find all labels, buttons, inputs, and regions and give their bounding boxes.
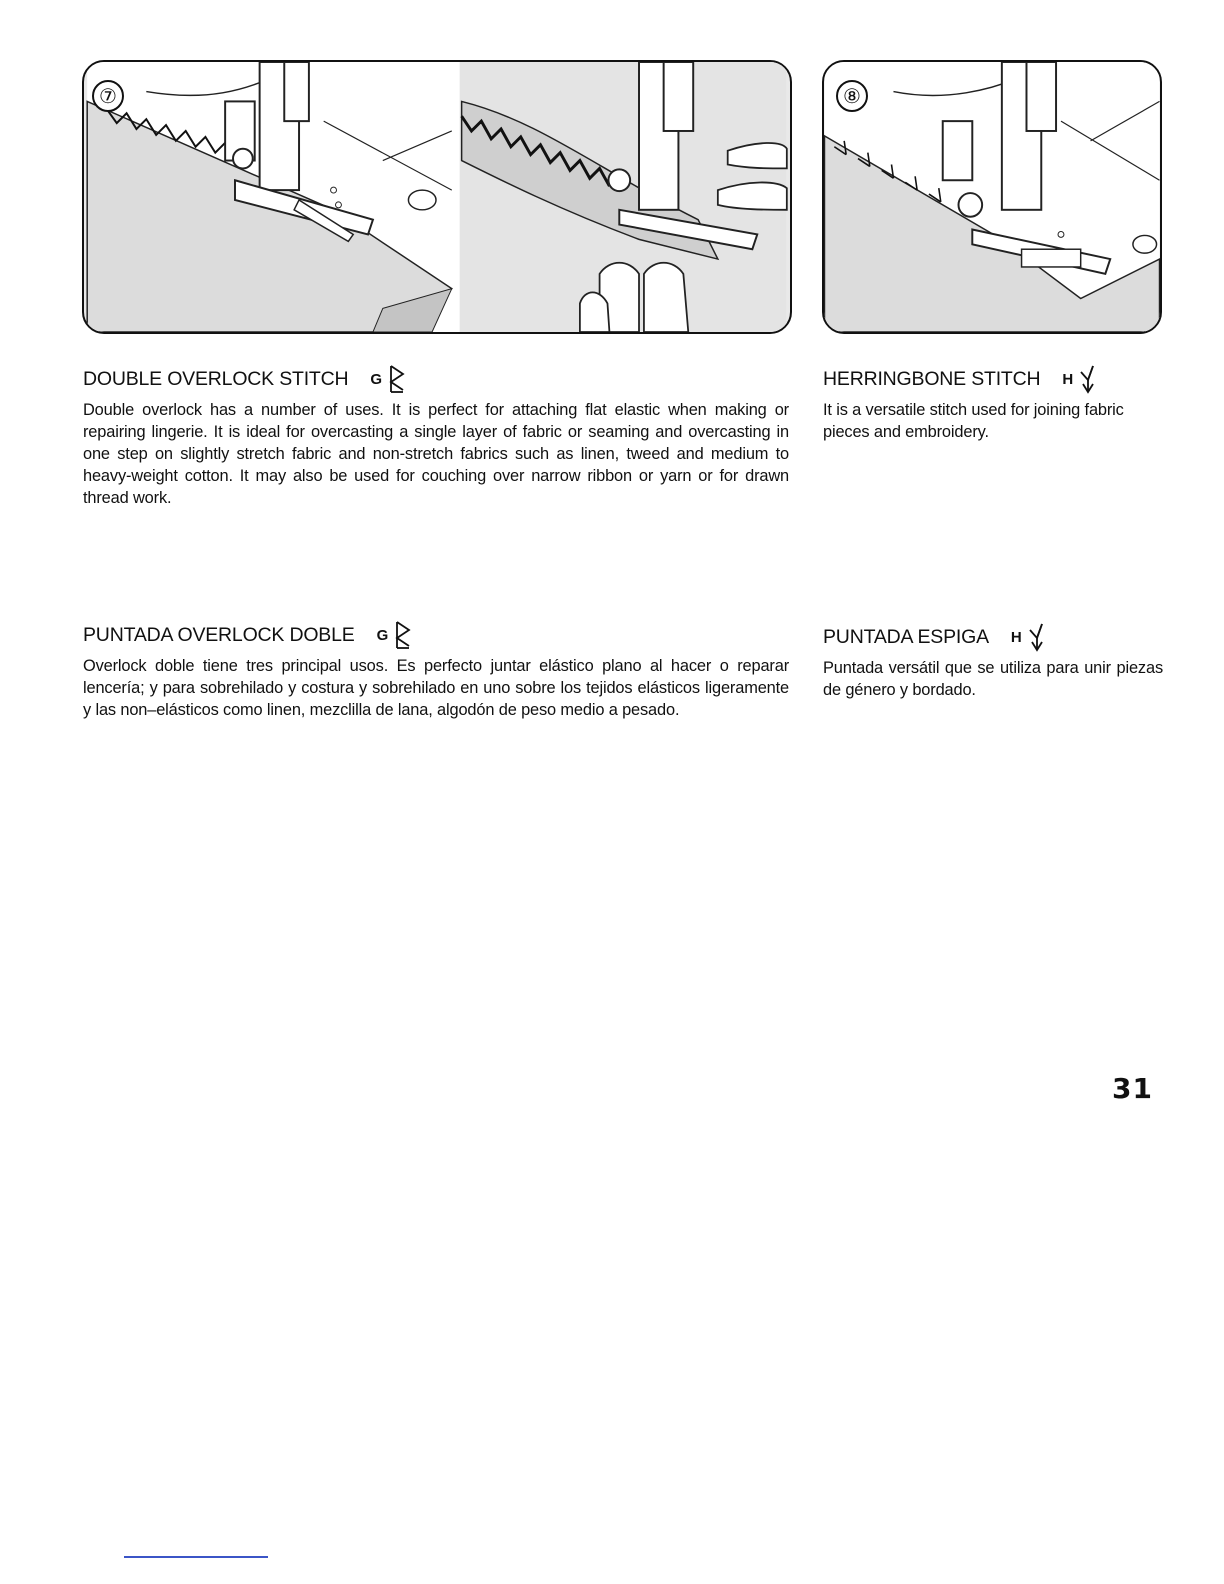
section-body: It is a versatile stitch used for joining fabric pieces and embroidery. (823, 401, 1124, 441)
herringbone-section-en (823, 364, 1163, 443)
section-body: Double overlock has a number of uses. It is perfect for attaching flat elastic when making or repairing lingerie. It is ideal for overcasting a single layer of fabric or seaming and overcasting in one step on slightly stretch fabric and non-stretch fabrics such as linen, tweed and medium to heavy-weight cotton. It may also be used for couching over narrow ribbon or yarn or for drawn thread work. (83, 401, 789, 507)
section-heading (823, 364, 1163, 394)
section-title: PUNTADA ESPIGA (823, 625, 989, 648)
figure-8-illustration (822, 60, 1162, 334)
section-heading (83, 364, 789, 394)
section-title: DOUBLE OVERLOCK STITCH (83, 367, 349, 390)
stitch-code: H (1010, 628, 1022, 646)
sewing-machine-overlock-drawing (84, 62, 790, 332)
stitch-code: H (1062, 370, 1074, 388)
double-overlock-section-es (83, 620, 789, 721)
section-title: PUNTADA OVERLOCK DOBLE (83, 623, 355, 646)
footer-rule (124, 1556, 268, 1558)
page-number: 31 (1112, 1072, 1153, 1105)
herringbone-symbol-icon (1028, 622, 1046, 652)
section-heading (83, 620, 789, 650)
section-body: Puntada versátil que se utiliza para unir piezas de género y bordado. (823, 659, 1163, 699)
figure-number-badge: ⑧ (836, 80, 868, 112)
double-overlock-symbol-icon (388, 364, 406, 394)
double-overlock-symbol-icon (394, 620, 412, 650)
herringbone-symbol-icon (1079, 364, 1097, 394)
double-overlock-section-en (83, 364, 789, 509)
section-heading (823, 622, 1163, 652)
figure-number-badge: ⑦ (92, 80, 124, 112)
figure-7-illustration (82, 60, 792, 334)
section-title: HERRINGBONE STITCH (823, 367, 1041, 390)
sewing-machine-herringbone-drawing (824, 62, 1160, 332)
stitch-code: G (370, 370, 382, 388)
stitch-code: G (376, 626, 389, 644)
section-body: Overlock doble tiene tres principal usos. Es perfecto juntar elástico plano al hacer o reparar lencería; y para sobrehilado y costura y sobrehilado en uno sobre los tejidos elásticos ligeramente y las non–elásticos como linen, mezclilla de lana, algodón de peso medio a pesado. (83, 657, 789, 719)
herringbone-section-es (823, 622, 1163, 701)
